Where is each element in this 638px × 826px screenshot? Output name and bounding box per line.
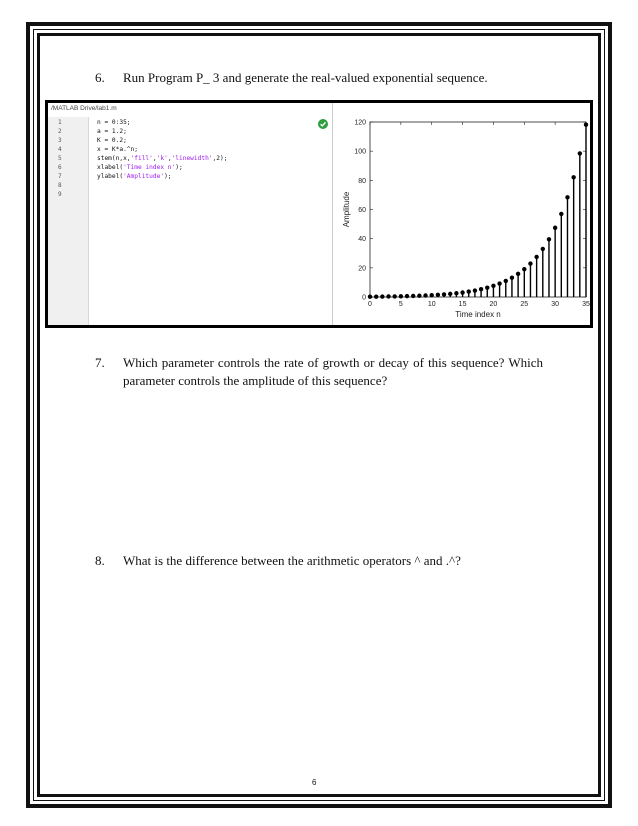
editor-file-path: /MATLAB Drive/lab1.m — [51, 105, 117, 112]
code-string: 'Time index n' — [123, 164, 176, 171]
code-string: 'linewidth' — [171, 155, 213, 162]
y-tick-label: 80 — [358, 177, 366, 185]
stem-marker — [399, 294, 403, 298]
stem-marker — [473, 288, 477, 292]
question-text: Run Program P_ 3 and generate the real-valued exponential sequence. — [123, 70, 488, 85]
line-number: 3 — [58, 137, 62, 144]
stem-marker — [448, 292, 452, 296]
stem-marker — [454, 291, 458, 295]
stem-marker — [553, 226, 557, 230]
stem-marker — [460, 290, 464, 294]
code-line[interactable]: x = K*a.^n; — [97, 146, 138, 153]
line-number: 2 — [58, 128, 62, 135]
stem-marker — [374, 294, 378, 298]
line-number: 8 — [58, 182, 62, 189]
page-number: 6 — [312, 778, 317, 787]
code-token: , — [167, 155, 172, 162]
line-number: 5 — [58, 155, 62, 162]
stem-marker — [547, 237, 551, 241]
stem-marker — [522, 267, 526, 271]
y-tick-label: 120 — [354, 119, 366, 127]
code-line[interactable] — [97, 173, 172, 180]
stem-marker — [541, 247, 545, 251]
line-number: 4 — [58, 146, 62, 153]
line-number: 7 — [58, 173, 62, 180]
stem-marker — [380, 294, 384, 298]
code-token: , — [152, 155, 157, 162]
stem-marker — [411, 294, 415, 298]
check-circle-icon — [318, 119, 328, 129]
x-tick-label: 25 — [520, 301, 529, 308]
code-token: ); — [175, 164, 183, 171]
stem-marker — [430, 293, 434, 297]
x-tick-label: 10 — [427, 301, 436, 308]
x-tick-label: 30 — [551, 301, 560, 308]
x-tick-label: 20 — [489, 301, 498, 308]
x-tick-label: 5 — [398, 301, 403, 308]
stem-plot — [333, 103, 590, 325]
stem-marker — [578, 151, 582, 155]
stem-marker — [516, 272, 520, 276]
x-tick-label: 15 — [458, 301, 467, 308]
x-tick-label: 0 — [368, 301, 372, 308]
line-number: 1 — [58, 119, 62, 126]
code-token: ylabel( — [97, 173, 124, 180]
code-token: ,2); — [212, 155, 228, 162]
line-number: 9 — [58, 191, 62, 198]
code-line[interactable]: K = 0.2; — [97, 137, 127, 144]
y-tick-label: 60 — [358, 207, 366, 214]
code-token: xlabel( — [97, 164, 124, 171]
code-line[interactable]: n = 0:35; — [97, 119, 131, 126]
matlab-screenshot — [45, 100, 593, 328]
stem-marker — [386, 294, 390, 298]
stem-marker — [497, 281, 501, 285]
code-string: 'fill' — [130, 155, 153, 162]
stem-marker — [417, 294, 421, 298]
x-tick-label: 35 — [582, 301, 590, 308]
stem-marker — [405, 294, 409, 298]
stem-marker — [467, 289, 471, 293]
code-line[interactable] — [97, 155, 227, 162]
code-editor — [48, 103, 333, 325]
code-string: 'k' — [156, 155, 168, 162]
stem-marker — [479, 287, 483, 291]
code-string: 'Amplitude' — [123, 173, 165, 180]
axes-box — [370, 122, 586, 297]
stem-marker — [485, 285, 489, 289]
stem-marker — [491, 284, 495, 288]
question-number: 6. — [95, 70, 105, 85]
code-token: stem(n,x, — [97, 155, 131, 162]
stem-marker — [442, 292, 446, 296]
y-axis-label: Amplitude — [342, 191, 351, 228]
y-tick-label: 0 — [362, 294, 366, 302]
x-axis-label: Time index n — [455, 310, 501, 319]
stem-marker — [565, 195, 569, 199]
stem-marker — [436, 293, 440, 297]
question-number: 7. — [95, 355, 105, 370]
question-number: 8. — [95, 553, 105, 568]
stem-marker — [368, 295, 372, 299]
question-text: Which parameter controls the rate of growth or decay of this sequence? Which parameter controls the amplitude of this sequence? — [123, 355, 543, 388]
code-line[interactable] — [97, 164, 183, 171]
stem-marker — [559, 212, 563, 216]
y-tick-label: 20 — [358, 265, 366, 273]
y-tick-label: 100 — [354, 148, 366, 156]
code-line[interactable]: a = 1.2; — [97, 128, 127, 135]
stem-marker — [423, 293, 427, 297]
line-number: 6 — [58, 164, 62, 171]
stem-marker — [584, 123, 588, 127]
stem-marker — [571, 175, 575, 179]
question-text: What is the difference between the arithmetic operators ^ and .^? — [123, 553, 461, 568]
stem-marker — [392, 294, 396, 298]
code-token: ); — [164, 173, 172, 180]
line-number-gutter — [48, 117, 89, 325]
stem-marker — [528, 261, 532, 265]
stem-marker — [504, 279, 508, 283]
y-tick-label: 40 — [358, 236, 366, 244]
stem-marker — [510, 275, 514, 279]
stem-marker — [534, 255, 538, 259]
